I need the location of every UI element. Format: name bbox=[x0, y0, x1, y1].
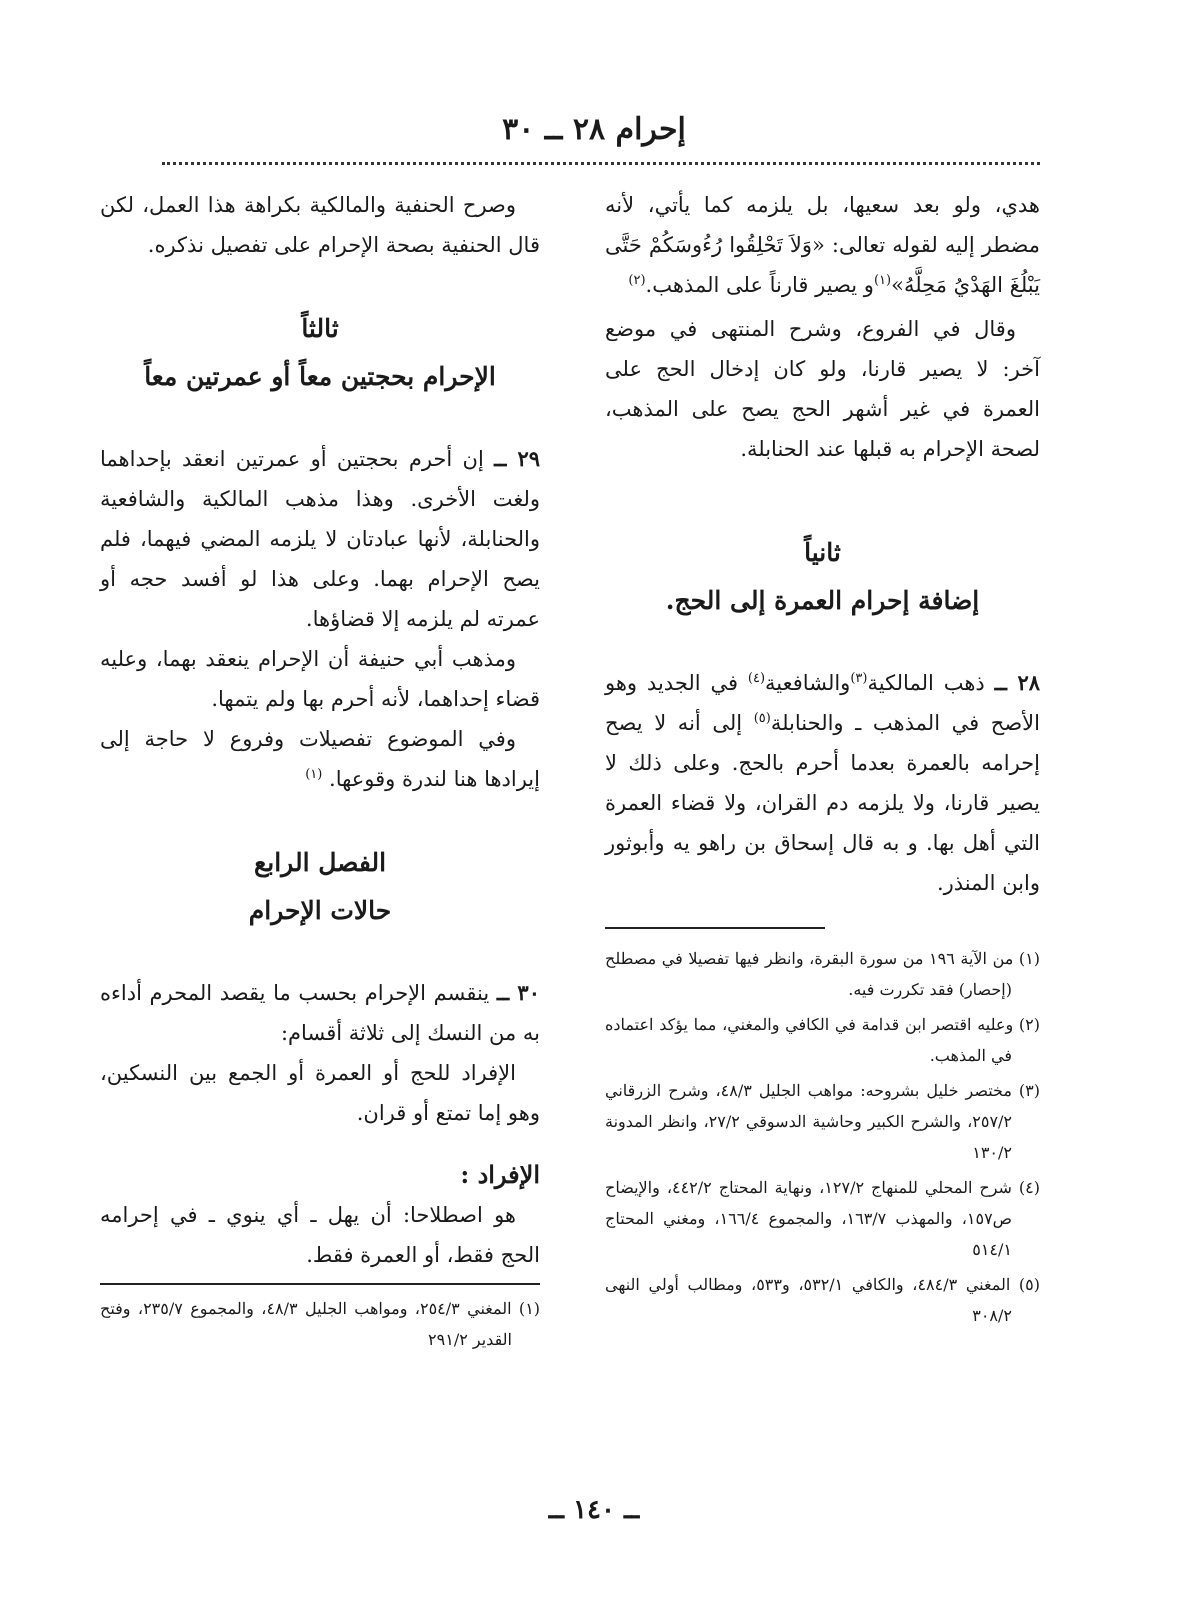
right-p1-tail: و يصير قارناً على المذهب. bbox=[645, 273, 874, 297]
chapter-heading: الفصل الرابع bbox=[253, 848, 387, 877]
right-paragraph-2: وقال في الفروع، وشرح المنتهى في موضع آخر: لا يصير قارنا، ولو كان إدخال الحج على العمرة في غير أشهر الحج يصح على المذهب، لصحة الإحرام به قبلها عند الحنابلة. bbox=[605, 317, 1040, 461]
left-footnotes bbox=[100, 1293, 540, 1355]
p28-text-a: ذهب المالكية bbox=[867, 671, 985, 695]
footnote-ref-1: (١) bbox=[873, 273, 892, 288]
left-paragraph-6: الإفراد للحج أو العمرة أو الجمع بين النسكين، وهو إما تمتع أو قران. bbox=[100, 1061, 540, 1125]
paragraph-number-29: ٢٩ ــ bbox=[494, 446, 540, 471]
section-heading-second: ثانياً bbox=[804, 538, 841, 567]
right-footnotes bbox=[605, 943, 1040, 1331]
footnote-ref-4: (٤) bbox=[747, 671, 766, 686]
footnote-4: (٤) شرح المحلي للمنهاج ١٢٧/٢، ونهاية المحتاج ٤٤٢/٢، والإيضاح ص١٥٧، والمهذب ١٦٣/٧، والمجموع ١٦٦/٤، ومغني المحتاج ٥١٤/١ bbox=[605, 1178, 1041, 1259]
section-title-third: الإحرام بحجتين معاً أو عمرتين معاً bbox=[144, 362, 496, 391]
left-paragraph-1: وصرح الحنفية والمالكية بكراهة هذا العمل، لكن قال الحنفية بصحة الإحرام على تفصيل نذكره. bbox=[100, 193, 540, 257]
p30-text: ينقسم الإحرام بحسب ما يقصد المحرم أداءه به من النسك إلى ثلاثة أقسام: bbox=[100, 981, 540, 1045]
left-paragraph-4 bbox=[100, 719, 540, 799]
left-footnote-rule bbox=[100, 1283, 540, 1285]
right-paragraph-1 bbox=[605, 185, 1040, 305]
paragraph-28 bbox=[605, 663, 1040, 903]
paragraph-30 bbox=[100, 973, 540, 1053]
p29-text: إن أحرم بحجتين أو عمرتين انعقد بإحداهما ولغت الأخرى. وهذا مذهب المالكية والشافعية والحنابلة، لأنها عبادتان لا يلزمه المضي فيهما، فلم يصح الإحرام بهما. وعلى هذا لو أفسد حجه أو عمرته لم يلزمه إلا قضاؤها. bbox=[100, 447, 540, 631]
footnote-5: (٥) المغني ٤٨٤/٣، والكافي ٥٣٢/١، و٥٣٣، ومطالب أولي النهى ٣٠٨/٢ bbox=[605, 1275, 1041, 1325]
footnote-3: (٣) مختصر خليل بشروحه: مواهب الجليل ٤٨/٣، وشرح الزرقاني ٢٥٧/٢، والشرح الكبير وحاشية الدسوقي ٢٧/٢، وانظر المدونة ١٣٠/٢ bbox=[605, 1081, 1041, 1162]
p28-text-c: في الجديد وهو الأصح في المذهب ـ والحنابلة bbox=[605, 671, 1040, 735]
right-footnote-rule bbox=[605, 927, 825, 929]
section-heading-third: ثالثاً bbox=[301, 314, 339, 343]
subheading-ifrad: الإفراد : bbox=[460, 1160, 540, 1189]
left-paragraph-3: ومذهب أبي حنيفة أن الإحرام ينعقد بهما، وعليه قضاء إحداهما، لأنه أحرم بها ولم يتمها. bbox=[100, 647, 540, 711]
paragraph-29 bbox=[100, 439, 540, 639]
section-title-second: إضافة إحرام العمرة إلى الحج. bbox=[665, 586, 980, 615]
footnote-ref-3: (٣) bbox=[850, 671, 868, 686]
left-p4-text: وفي الموضوع تفصيلات وفروع لا حاجة إلى إيرادها هنا لندرة وقوعها. bbox=[100, 727, 540, 791]
running-header: إحرام ٢٨ ــ ٣٠ bbox=[502, 112, 686, 147]
p28-text-d: إلى أنه لا يصح إحرامه بالعمرة بعدما أحرم بالحج. وعلى ذلك لا يصير قارنا، ولا يلزمه دم القران، ولا قضاء العمرة التي أهل بها. و به قال إسحاق بن راهو يه وأبوثور وابن المنذر. bbox=[605, 711, 1040, 895]
p28-text-b: والشافعية bbox=[765, 671, 851, 695]
right-column bbox=[605, 185, 1040, 1335]
footnote-2: (٢) وعليه اقتصر ابن قدامة في الكافي والمغني، مما يؤكد اعتماده في المذهب. bbox=[605, 1015, 1040, 1065]
footnote-ref-2: (٢) bbox=[628, 273, 646, 288]
footnote-ref-left-1: (١) bbox=[305, 767, 323, 782]
footnote-left-1: (١) المغني ٢٥٤/٣، ومواهب الجليل ٤٨/٣، والمجموع ٢٣٥/٧، وفتح القدير ٢٩١/٢ bbox=[100, 1299, 541, 1349]
footnote-ref-5: (٥) bbox=[753, 711, 771, 726]
header-dotted-rule bbox=[162, 162, 1040, 165]
left-column bbox=[100, 185, 540, 1359]
paragraph-number-28: ٢٨ ــ bbox=[994, 670, 1040, 695]
paragraph-number-30: ٣٠ ــ bbox=[496, 980, 540, 1005]
footnote-1: (١) من الآية ١٩٦ من سورة البقرة، وانظر فيها تفصيلا في مصطلح (إحصار) فقد تكررت فيه. bbox=[605, 949, 1040, 999]
left-paragraph-7: هو اصطلاحا: أن يهل ـ أي ينوي ـ في إحرامه الحج فقط، أو العمرة فقط. bbox=[100, 1203, 540, 1267]
page-number: ــ ١٤٠ ــ bbox=[548, 1495, 640, 1525]
chapter-title: حالات الإحرام bbox=[248, 896, 392, 925]
right-p1-text: هدي، ولو بعد سعيها، بل يلزمه كما يأتي، لأنه مضطر إليه لقوله تعالى: «وَلاَ تَحْلِقُوا رُءُوسَكُمْ حَتَّى يَبْلُغَ الهَدْيُ مَحِلَّهُ» bbox=[605, 193, 1040, 297]
